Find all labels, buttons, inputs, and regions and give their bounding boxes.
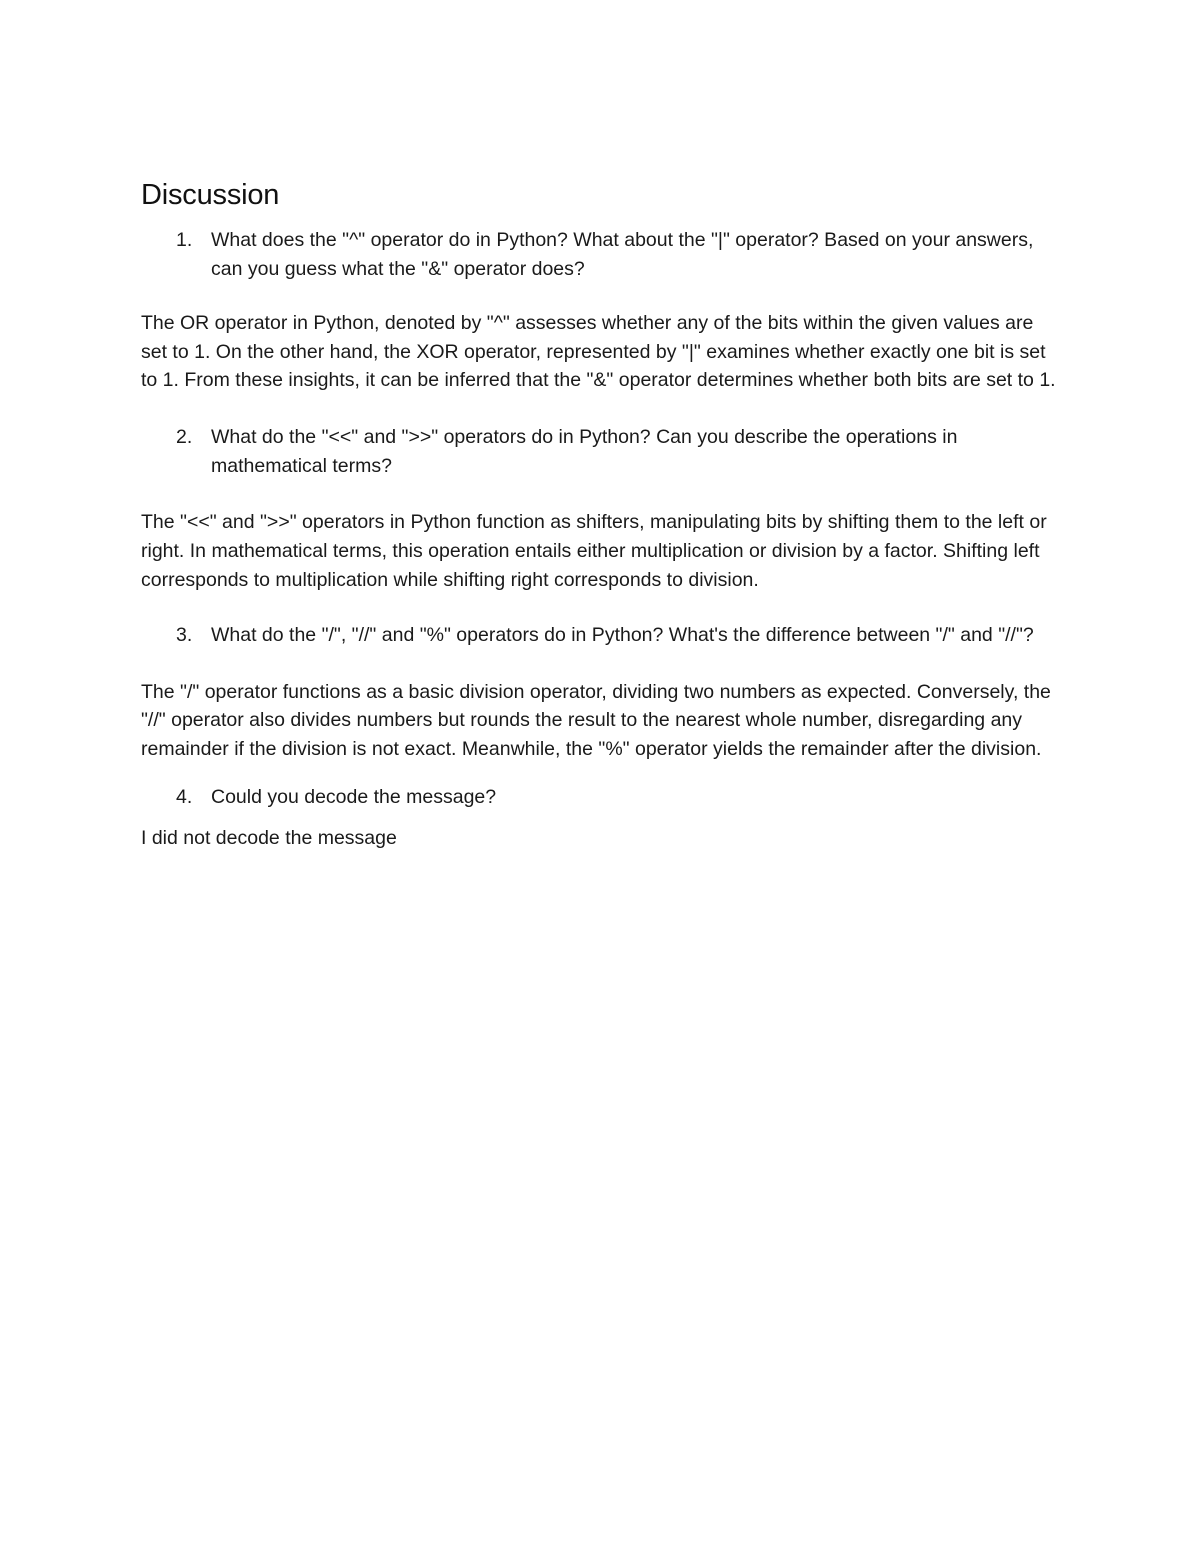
question-number: 1. [176,229,193,251]
question-number: 4. [176,785,193,808]
question-text: What does the "^" operator do in Python? What about the "|" operator? Based on your answers, can you guess what the "&" operator does? [211,229,1034,280]
question-number: 3. [176,624,193,647]
question-number: 2. [176,426,193,449]
page-title: Discussion [141,179,280,211]
question-text: What do the "<<" and ">>" operators do in Python? Can you describe the operations in mathematical terms? [211,426,958,477]
question-3 [141,621,1056,650]
answer-3: The "/" operator functions as a basic division operator, dividing two numbers as expected. Conversely, the "//" operator also divides numbers but rounds the result to the nearest whole number, disregarding any remainder if the division is not exact. Meanwhile, the "%" operator yields the remainder after the division. [141,680,1051,761]
question-text: What do the "/", "//" and "%" operators do in Python? What's the difference between "/" and "//"? [211,624,1034,647]
document-content [141,176,1056,853]
answer-2: The "<<" and ">>" operators in Python function as shifters, manipulating bits by shifting them to the left or right. In mathematical terms, this operation entails either multiplication or division by a factor. Shifting left corresponds to multiplication while shifting right corresponds to division. [141,511,1047,591]
question-4 [141,783,1056,812]
question-text: Could you decode the message? [211,785,497,808]
question-1 [141,226,1056,283]
answer-4: I did not decode the message [141,827,397,850]
answer-1: The OR operator in Python, denoted by "^" assesses whether any of the bits within the given values are set to 1. On the other hand, the XOR operator, represented by "|" examines whether exactly one bit is set to 1. From these insights, it can be inferred that the "&" operator determines whether both bits are set to 1. [141,312,1056,392]
question-2 [141,423,1056,480]
